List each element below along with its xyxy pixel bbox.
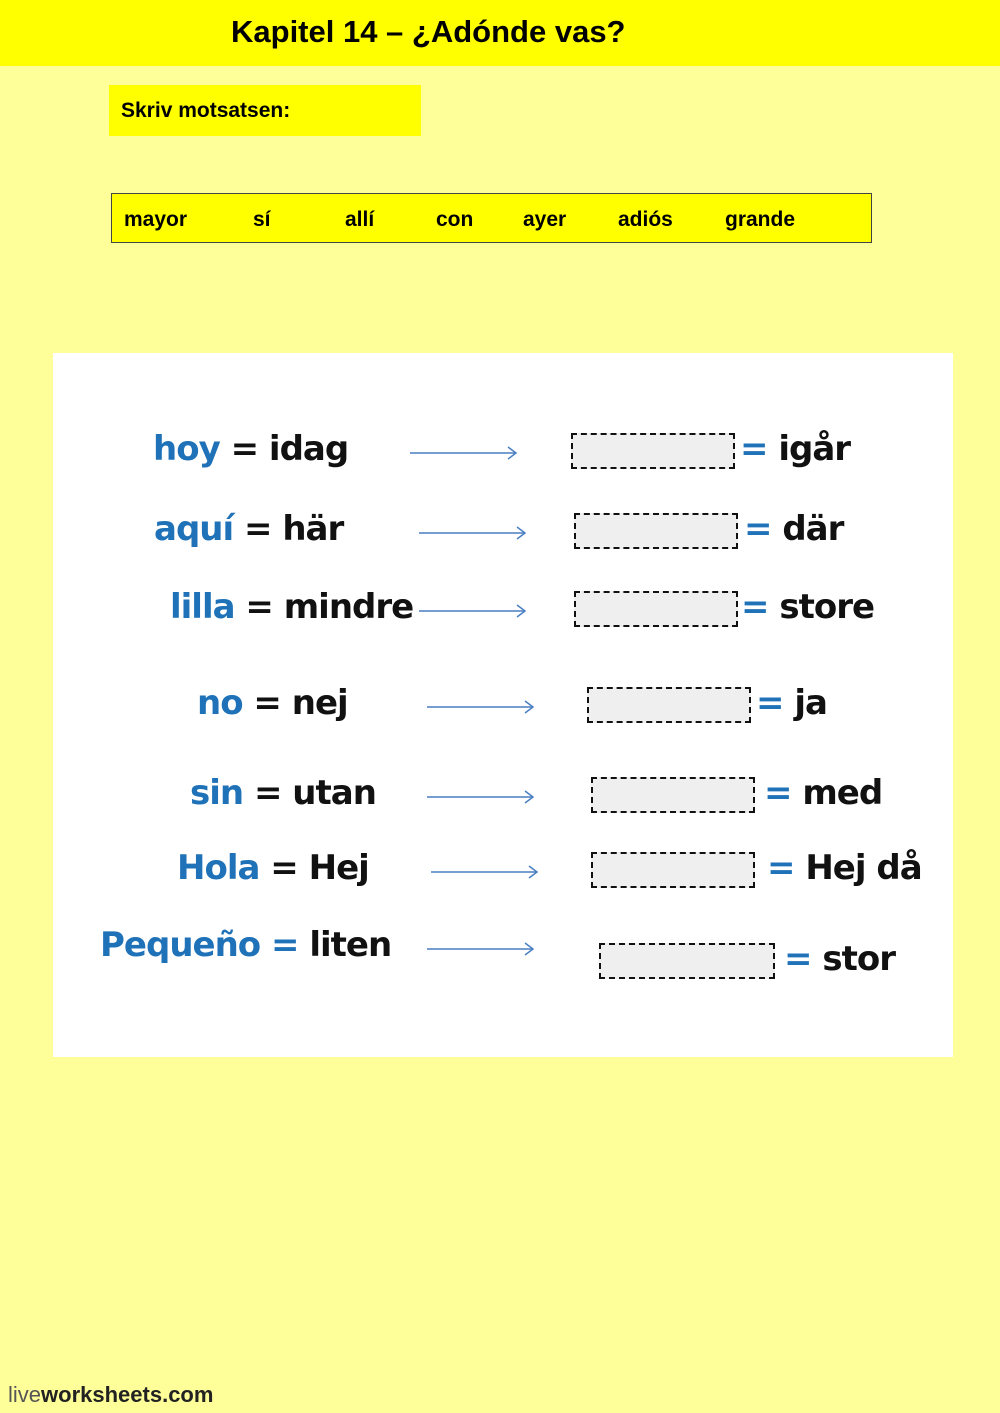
equals-sign: = — [740, 429, 768, 469]
target-phrase — [740, 429, 850, 469]
title-bar — [0, 0, 1000, 66]
right-arrow-icon — [427, 939, 537, 959]
spanish-word: no — [197, 683, 243, 723]
brand-tld: .com — [162, 1382, 214, 1407]
swedish-word: mindre — [283, 587, 414, 627]
exercise-row — [53, 429, 953, 479]
spanish-word: Hola — [177, 848, 260, 888]
spanish-word: Pequeño — [100, 925, 261, 965]
answer-input[interactable] — [591, 777, 755, 813]
target-word: Hej då — [805, 848, 922, 888]
spanish-word: sin — [190, 773, 244, 813]
target-phrase — [741, 587, 874, 627]
right-arrow-icon — [427, 787, 537, 807]
equals-sign: = — [270, 848, 298, 888]
target-word: med — [802, 773, 883, 813]
right-arrow-icon — [410, 443, 520, 463]
target-word: store — [779, 587, 875, 627]
word-bank-item: allí — [345, 208, 375, 231]
equals-sign: = — [741, 587, 769, 627]
equals-sign: = — [243, 509, 272, 549]
target-word: där — [782, 509, 844, 549]
target-phrase — [756, 683, 827, 723]
source-phrase — [190, 773, 376, 813]
swedish-word: utan — [292, 773, 376, 813]
swedish-word: liten — [309, 925, 392, 965]
swedish-word: idag — [268, 429, 349, 469]
exercise-row — [53, 683, 953, 733]
swedish-word: här — [282, 509, 344, 549]
target-word: igår — [778, 429, 851, 469]
equals-sign: = — [756, 683, 784, 723]
exercise-row — [53, 848, 953, 898]
swedish-word: nej — [291, 683, 348, 723]
source-phrase — [170, 587, 413, 627]
answer-input[interactable] — [574, 591, 738, 627]
answer-input[interactable] — [574, 513, 738, 549]
page-title: Kapitel 14 – ¿Adónde vas? — [231, 14, 626, 49]
equals-sign: = — [764, 773, 792, 813]
source-phrase — [177, 848, 369, 888]
word-bank-item: adiós — [618, 208, 673, 231]
exercise-row — [53, 773, 953, 823]
exercise-panel — [53, 353, 953, 1057]
source-phrase — [153, 429, 348, 469]
exercise-row — [53, 587, 953, 637]
exercise-row — [53, 509, 953, 559]
exercise-row — [53, 925, 953, 979]
word-bank-item: grande — [725, 208, 796, 231]
word-bank-item: ayer — [523, 208, 567, 231]
word-bank — [111, 193, 872, 243]
word-bank-item: mayor — [124, 208, 188, 231]
word-bank-item: sí — [253, 208, 271, 231]
target-word: stor — [822, 939, 895, 979]
equals-sign: = — [245, 587, 273, 627]
right-arrow-icon — [419, 601, 529, 621]
target-phrase — [784, 939, 895, 979]
target-phrase — [764, 773, 882, 813]
equals-sign: = — [271, 925, 299, 965]
instruction-box — [109, 85, 421, 136]
brand-light: live — [8, 1382, 42, 1407]
source-phrase — [100, 925, 391, 965]
right-arrow-icon — [431, 862, 541, 882]
target-word: ja — [794, 683, 827, 723]
right-arrow-icon — [427, 697, 537, 717]
equals-sign: = — [744, 509, 772, 549]
source-phrase — [154, 509, 343, 549]
spanish-word: hoy — [153, 429, 220, 469]
answer-input[interactable] — [591, 852, 755, 888]
equals-sign: = — [767, 848, 795, 888]
equals-sign: = — [253, 773, 282, 813]
right-arrow-icon — [419, 523, 529, 543]
answer-input[interactable] — [599, 943, 775, 979]
brand-bold: worksheets — [41, 1382, 163, 1407]
answer-input[interactable] — [571, 433, 735, 469]
word-bank-item: con — [436, 208, 474, 231]
swedish-word: Hej — [308, 848, 369, 888]
target-phrase — [744, 509, 843, 549]
instruction-text: Skriv motsatsen: — [121, 99, 291, 122]
equals-sign: = — [253, 683, 281, 723]
footer-brand — [8, 1382, 213, 1408]
equals-sign: = — [784, 939, 812, 979]
equals-sign: = — [230, 429, 259, 469]
source-phrase — [197, 683, 348, 723]
answer-input[interactable] — [587, 687, 751, 723]
spanish-word: aquí — [154, 509, 234, 549]
target-phrase — [767, 848, 922, 888]
spanish-word: lilla — [170, 587, 235, 627]
